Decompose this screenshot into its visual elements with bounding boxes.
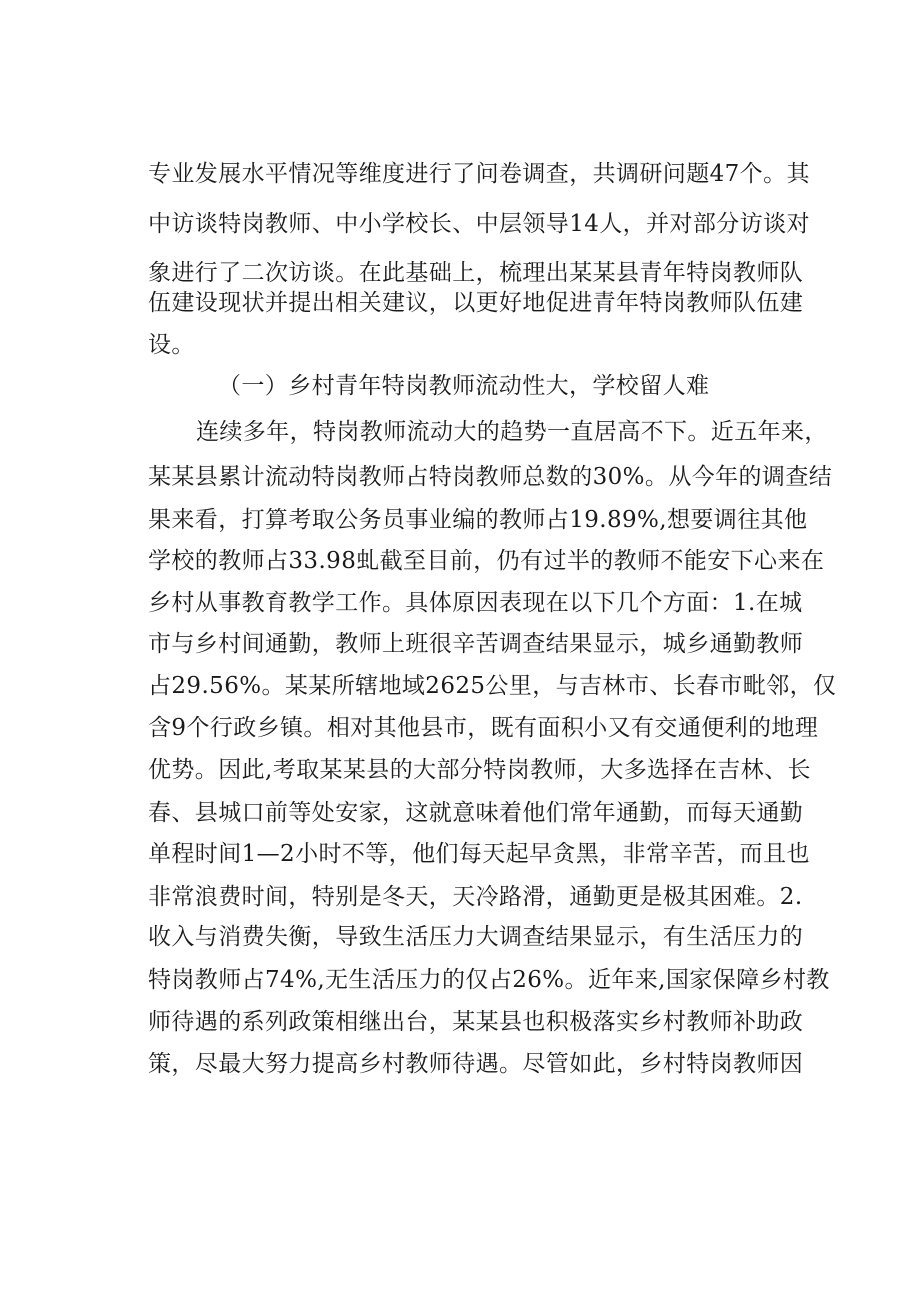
paragraph-2-line-14: 特岗教师占74%,无生活压力的仅占26%。近年来,国家保障乡村教 [148, 967, 830, 993]
paragraph-2-line-4: 学校的教师占33.98虬截至目前，仍有过半的教师不能安下心来在 [148, 548, 825, 574]
paragraph-2-line-3: 果来看，打算考取公务员事业编的教师占19.89%,想要调往其他 [148, 507, 808, 533]
paragraph-1-line-4: 伍建设现状并提出相关建议，以更好地促进青年特岗教师队伍建 [148, 290, 804, 316]
paragraph-1-line-5: 设。 [148, 332, 195, 358]
paragraph-1-line-1: 专业发展水平情况等维度进行了问卷调查，共调研问题47个。其 [148, 161, 810, 187]
section-heading: （一）乡村青年特岗教师流动性大，学校留人难 [218, 373, 710, 399]
paragraph-2-line-1: 连续多年，特岗教师流动大的趋势一直居高不下。近五年来， [196, 419, 828, 445]
paragraph-2-line-10: 春、县城口前等处安家，这就意味着他们常年通勤，而每天通勤 [148, 800, 804, 826]
paragraph-2-line-16: 策，尽最大努力提高乡村教师待遇。尽管如此，乡村特岗教师因 [148, 1051, 804, 1077]
paragraph-2-line-15: 师待遇的系列政策相继出台，某某县也积极落实乡村教师补助政 [148, 1009, 804, 1035]
paragraph-2-line-6: 市与乡村间通勤，教师上班很辛苦调查结果显示，城乡通勤教师 [148, 631, 804, 657]
paragraph-2-line-13: 收入与消费失衡，导致生活压力大调查结果显示，有生活压力的 [148, 924, 804, 950]
paragraph-2-line-12: 非常浪费时间，特别是冬天，天冷路滑，通勤更是极其困难。2. [148, 884, 803, 910]
paragraph-2-line-7: 占29.56%。某某所辖地域2625公里，与吉林市、长春市毗邻，仅 [148, 673, 837, 699]
paragraph-2-line-8: 含9个行政乡镇。相对其他县市，既有面积小又有交通便利的地理 [148, 715, 819, 741]
paragraph-1-line-2: 中访谈特岗教师、中小学校长、中层领导14人，并对部分访谈对 [148, 211, 810, 237]
paragraph-2-line-2: 某某县累计流动特岗教师占特岗教师总数的30%。从今年的调查结 [148, 464, 833, 490]
paragraph-2-line-11: 单程时间1—2小时不等，他们每天起早贪黑，非常辛苦，而且也 [148, 841, 810, 867]
paragraph-2-line-9: 优势。因此,考取某某县的大部分特岗教师，大多选择在吉林、长 [148, 757, 811, 783]
paragraph-2-line-5: 乡村从事教育教学工作。具体原因表现在以下几个方面：1.在城 [148, 590, 803, 616]
paragraph-1-line-3: 象进行了二次访谈。在此基础上，梳理出某某县青年特岗教师队 [148, 260, 804, 286]
